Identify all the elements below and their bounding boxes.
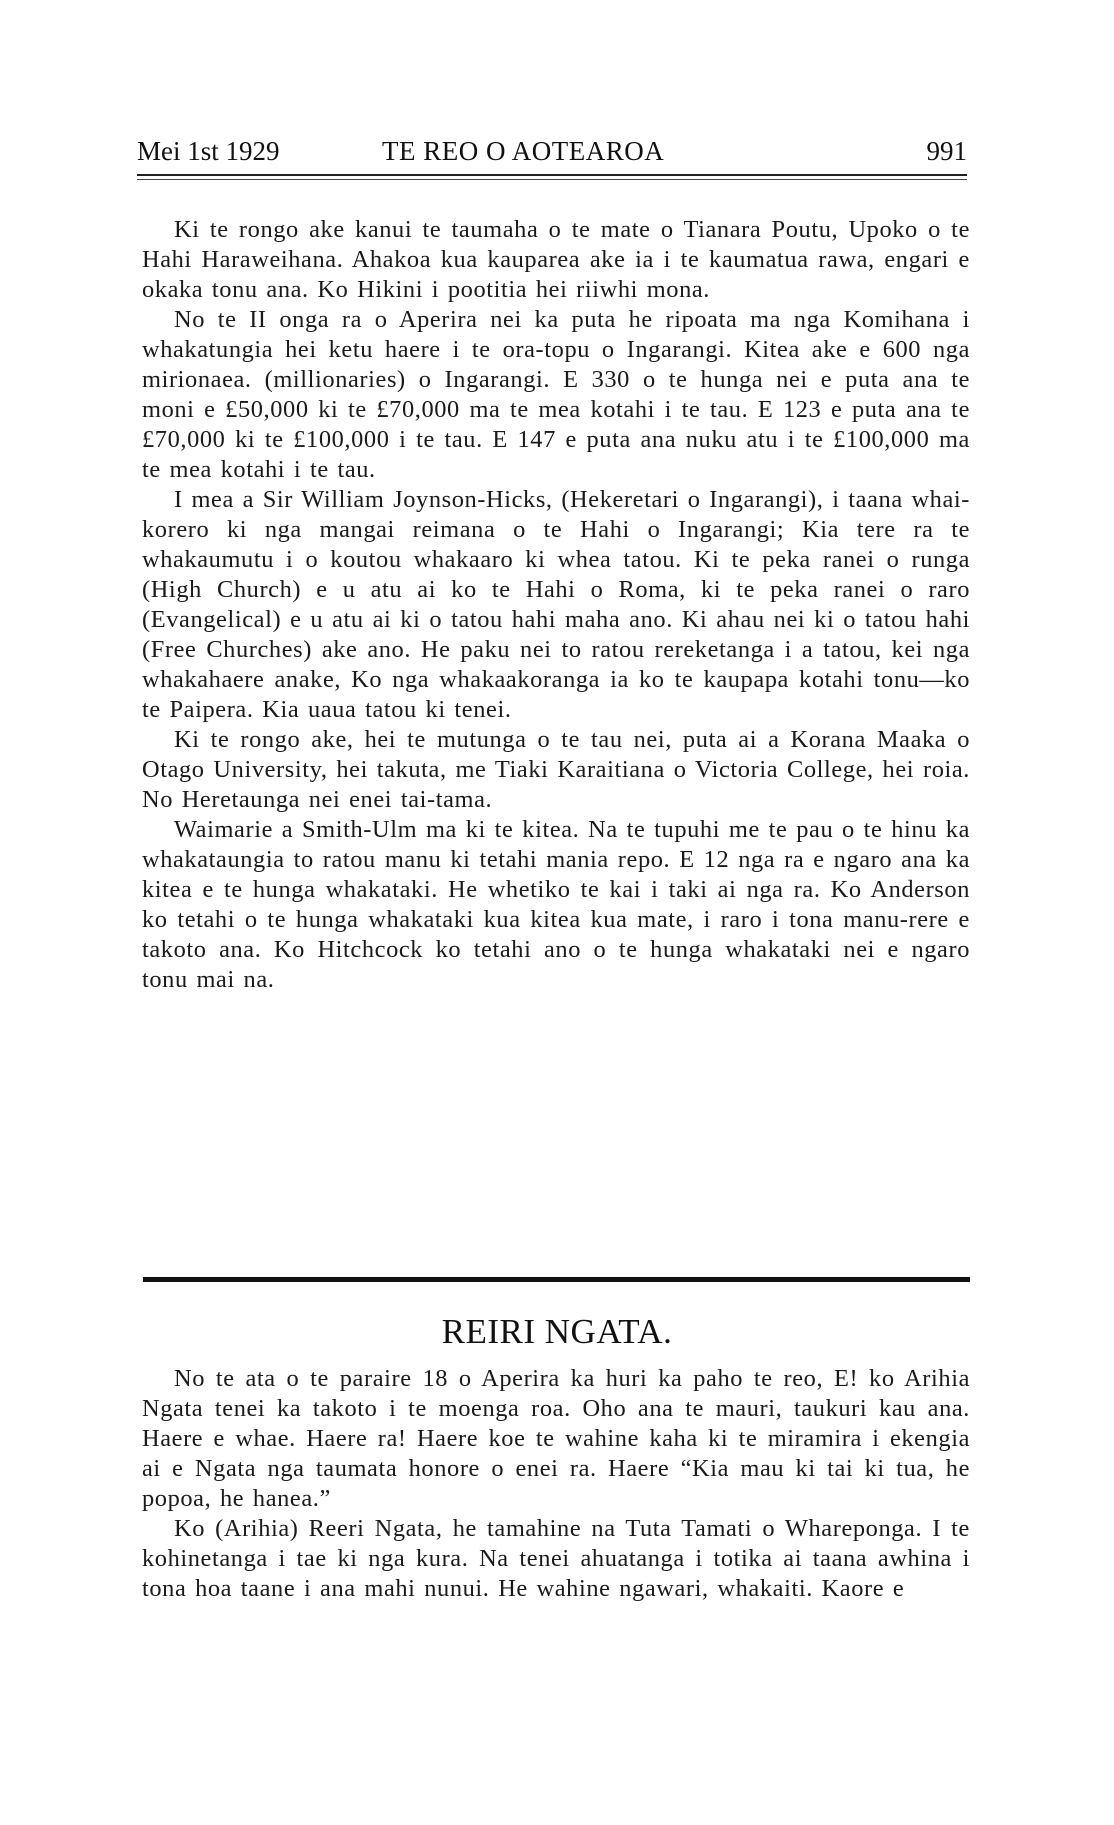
running-header (137, 136, 967, 172)
paragraph: Ko (Arihia) Reeri Ngata, he tamahine na Tuta Tamati o Wharepongа. I te kohinetanga i tae ki nga kura. Na tenei ahuatanga i totika ai taana awhina i tona hoa taane i ana mahi nunui. He wahine ngawari, whakaiti. Kaore e (142, 1515, 970, 1602)
paragraph: Ki te rongo ake kanui te taumaha o te mate o Tianara Poutu, Upoko o te Hahi Haraweihana. Ahakoa kua kauparea ake ia i te kaumatua rawa, engari e okaka tonu ana. Ko Hikini i pootitia hei riiwhi mona. (142, 216, 970, 303)
header-page-number: 991 (926, 136, 967, 166)
article-reiri-ngata (142, 1364, 970, 1604)
paragraph: No te II onga ra o Aperira nei ka puta he ripoata ma nga Komihana i whakatungia hei ketu haere i te ora-topu o Ingarangi. Kitea ake e 600 nga mirionaea. (millionaries) o Ingarangi. E 330 o te hunga nei e puta ana te moni e £50,000 ki te £70,000 ma te mea kotahi i te tau. E 123 e puta ana te £70,000 ki te £100,000 i te tau. E 147 e puta ana nuku atu i te £100,000 ma te mea kotahi i te tau. (142, 306, 970, 483)
paragraph: Ki te rongo ake, hei te mutunga o te tau nei, puta ai a Korana Maaka o Otago University, hei takuta, me Tiaki Karaitiana o Victoria College, hei roia. No Heretaunga nei enei tai-tama. (142, 726, 970, 813)
section-separator (143, 1277, 970, 1282)
article-news-notes (142, 215, 970, 995)
header-rule-thin (137, 179, 967, 180)
header-date: Mei 1st 1929 (137, 136, 280, 166)
section-title: REIRI NGATA. (441, 1312, 673, 1351)
header-title: TE REO O AOTEAROA (382, 136, 665, 166)
paragraph: I mea a Sir William Joynson-Hicks, (Hekeretari o Ingarangi), i taana whai-korero ki nga mangai reimana o te Hahi o Ingarangi; Kia tere ra te whakaumutu i o koutou whakaaro ki whea tatou. Ki te peka ranei o runga (High Church) e u atu ai ko te Hahi o Roma, ki te peka ranei o raro (Evangelical) e u atu ai ki o tatou hahi maha ano. Ki ahau nei ki o tatou hahi (Free Churches) ake ano. He paku nei to ratou rereketanga i a tatou, kei nga whakahaere anake, Ko nga whakaakoranga ia ko te kaupapa kotahi tonu—ko te Paipera. Kia uaua tatou ki tenei. (142, 486, 970, 723)
header-rule-thick (137, 174, 967, 176)
paragraph: No te ata o te paraire 18 o Aperira ka huri ka paho te reo, E! ko Arihia Ngata tenei ka takoto i te moenga roa. Oho ana te mauri, taukuri kau ana. Haere e whae. Haere ra! Haere koe te wahine kaha ki te miramira i ekengia ai e Ngata nga taumata honore o enei ra. Haere “Kia mau ki tai ki tua, he popoa, he hanea.” (142, 1365, 970, 1512)
paragraph: Waimarie a Smith-Ulm ma ki te kitea. Na te tupuhi me te pau o te hinu ka whakataungia to ratou manu ki tetahi mania repo. E 12 nga ra e ngaro ana ka kitea e te hunga whakataki. He whetiko te kai i taki ai nga ra. Ko Anderson ko tetahi o te hunga whakataki kua kitea kua mate, i raro i tona manu-rere e takoto ana. Ko Hitchcock ko tetahi ano o te hunga whakataki nei e ngaro tonu mai na. (142, 816, 970, 993)
